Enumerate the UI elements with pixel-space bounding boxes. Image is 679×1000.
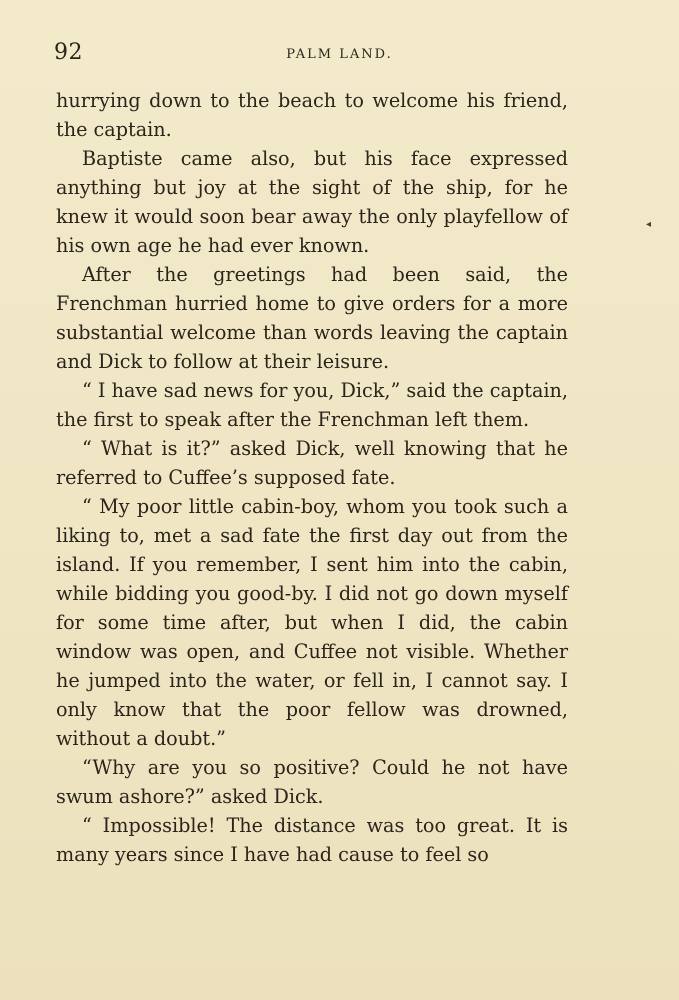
paragraph: “ Impossible! The distance was too great. It is many years since I have had cause to feel so: [56, 814, 568, 866]
paragraph: After the greetings had been said, the Frenchman hurried home to give orders for a more substantial welcome than words leaving the captain and Dick to follow at their leisure.: [56, 263, 568, 373]
margin-mark-icon: ◂: [646, 219, 652, 230]
paragraph: “ My poor little cabin-boy, whom you took such a liking to, met a sad fate the first day out from the island. If you remember, I sent him into the cabin, while bidding you good-by. I did not go down myself for some time after, but when I did, the cabin window was open, and Cuffee not visible. Whether he jumped into the water, or fell in, I cannot say. I only know that the poor fellow was drowned, without a doubt.”: [56, 495, 568, 750]
running-head: PALM LAND.: [286, 47, 393, 62]
paragraph: hurrying down to the beach to welcome his friend, the captain.: [56, 89, 568, 141]
paragraph: “ I have sad news for you, Dick,” said the captain, the first to speak after the Frenchman left them.: [56, 379, 568, 431]
paragraph: “Why are you so positive? Could he not have swum ashore?” asked Dick.: [56, 756, 568, 808]
body-text: [56, 86, 568, 869]
paragraph: “ What is it?” asked Dick, well knowing that he referred to Cuffee’s supposed fate.: [56, 437, 568, 489]
page-number: 92: [54, 40, 83, 65]
paragraph: Baptiste came also, but his face expressed anything but joy at the sight of the ship, for he knew it would soon bear away the only playfellow of his own age he had ever known.: [56, 147, 568, 257]
